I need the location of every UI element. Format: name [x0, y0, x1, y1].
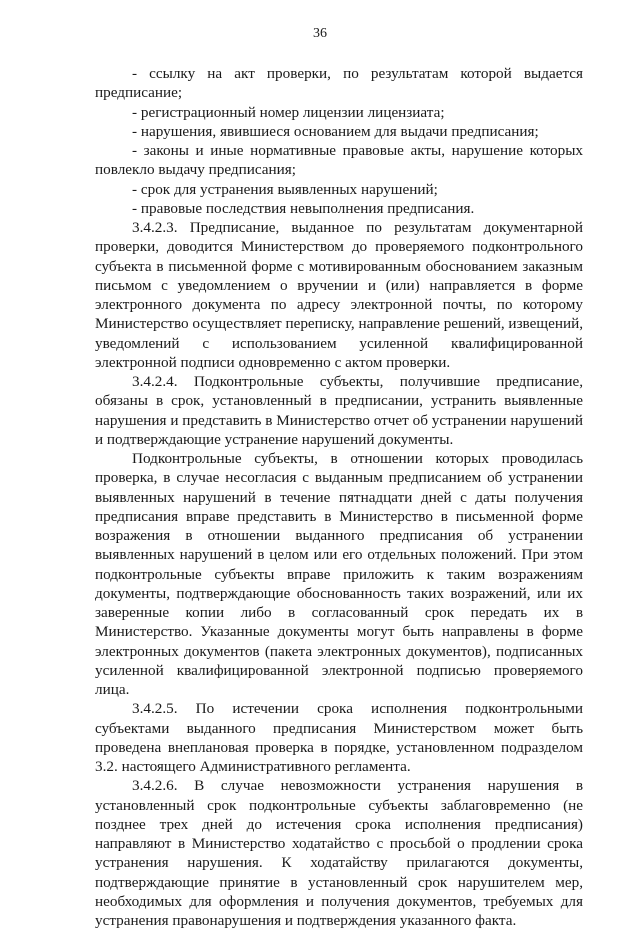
paragraph-objections: Подконтрольные субъекты, в отношении которых проводилась проверка, в случае несогласия с выданным предписанием об устранении выявленных нарушений в течение пятнадцати дней с даты получения предписания вправе представить в Министерство в письменной форме возражения в отношении выданного предписания об устранении выявленных нарушений в целом или его отдельных положений. При этом подконтрольные субъекты вправе приложить к таким возражениям документы, подтверждающие обоснованность таких возражений, или их заверенные копии либо в согласованный срок передать их в Министерство. Указанные документы могут быть направлены в форме электронных документов (пакета электронных документов), подписанных усиленной квалифицированной электронной подписью проверяемого лица.	[95, 450, 583, 698]
list-item-deadline: - срок для устранения выявленных нарушений;	[132, 180, 438, 198]
list-item-act-link: - ссылку на акт проверки, по результатам которой выдается предписание;	[95, 65, 583, 102]
list-item-license-number: - регистрационный номер лицензии лицензиата;	[132, 103, 445, 121]
paragraph-3-4-2-5: 3.4.2.5. По истечении срока исполнения подконтрольными субъектами выданного предписания Министерством может быть проведена внеплановая проверка в порядке, установленном подразделом 3.2. настоящего Административного регламента.	[95, 700, 583, 775]
paragraph-3-4-2-6: 3.4.2.6. В случае невозможности устранения нарушения в установленный срок подконтрольные субъекты заблаговременно (не позднее трех дней до истечения срока исполнения предписания) направляют в Министерство ходатайство с просьбой о продлении срока устранения нарушения. К ходатайству прилагаются документы, подтверждающие принятие в установленный срок нарушителем мер, необходимых для оформления и получения документов, требуемых для устранения правонарушения и подтверждения указанного факта.	[95, 777, 583, 929]
paragraph-3-4-2-3: 3.4.2.3. Предписание, выданное по результатам документарной проверки, доводится Министерством до проверяемого подконтрольного субъекта в письменной форме с мотивированным обоснованием заказным письмом с уведомлением о вручении и (или) направляется в форме электронного документа по адресу электронной почты, по которому Министерство осуществляет переписку, направление решений, извещений, уведомлений с использованием усиленной квалифицированной электронной подписи одновременно с актом проверки.	[95, 219, 584, 371]
list-item-consequences: - правовые последствия невыполнения предписания.	[132, 199, 475, 217]
list-item-laws: - законы и иные нормативные правовые акты, нарушение которых повлекло выдачу предписания;	[95, 142, 583, 179]
list-item-violations: - нарушения, явившиеся основанием для выдачи предписания;	[132, 122, 539, 140]
paragraph-3-4-2-4: 3.4.2.4. Подконтрольные субъекты, получившие предписание, обязаны в срок, установленный в предписании, устранить выявленные нарушения и представить в Министерство отчет об устранении нарушений и подтверждающие устранение нарушений документы.	[95, 373, 583, 448]
document-body	[95, 64, 583, 930]
page-number: 36	[313, 26, 327, 41]
